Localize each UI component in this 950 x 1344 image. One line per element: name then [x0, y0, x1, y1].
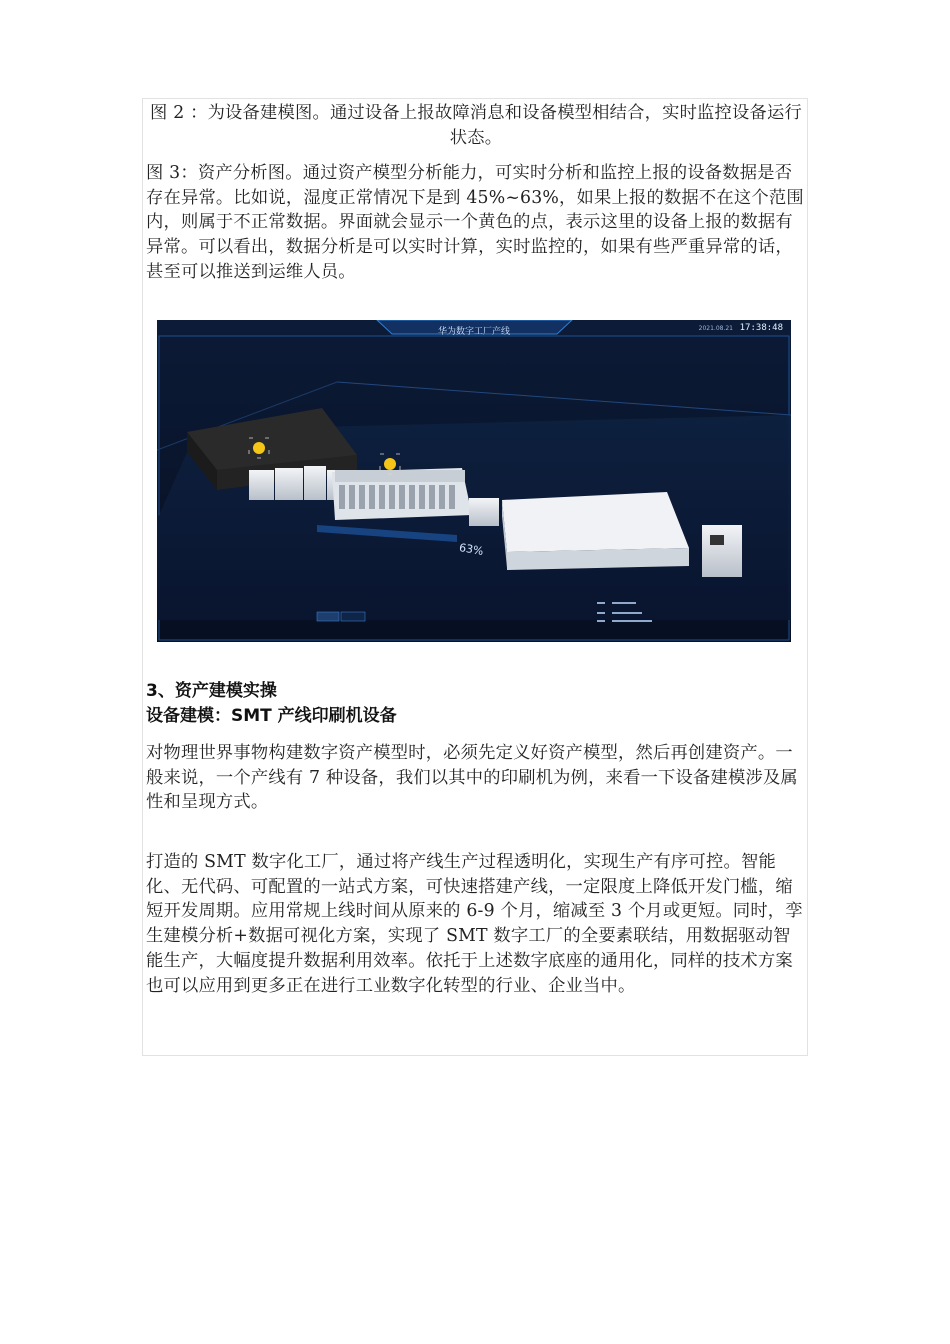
dashboard-title: 华为数字工厂产线 — [437, 327, 510, 337]
asset-analysis-screenshot — [157, 320, 791, 642]
anomaly-dot — [384, 458, 396, 470]
section-heading: 3、资产建模实操 — [146, 681, 277, 701]
dashboard-clock: 17:38:48 — [739, 323, 783, 333]
view-button[interactable] — [317, 612, 339, 621]
humidity-percent-label: 63% — [458, 540, 485, 559]
figure-2-caption: 图 2 ：为设备建模图。通过设备上报故障消息和设备模型相结合，实时监控设备运行状态。 — [150, 103, 802, 148]
asset-model-paragraph: 对物理世界事物构建数字资产模型时，必须先定义好资产模型，然后再创建资产。一般来说，一个产线有 7 种设备，我们以其中的印刷机为例，来看一下设备建模涉及属性和呈现方式。 — [146, 743, 798, 813]
analysis-button[interactable] — [341, 612, 365, 621]
figure-3-caption: 图 3：资产分析图。通过资产模型分析能力，可实时分析和监控上报的设备数据是否存在异常。比如说，湿度正常情况下是到 45%~63%，如果上报的数据不在这个范围内，则属于不正常数据。界面就会显示一个黄色的点，表示这里的设备上报的数据有异常。可以看出，数据分析是可以实时计算，实时监控的，如果有些严重异常的话，甚至可以推送到运维人员。 — [146, 163, 804, 282]
dashboard-date: 2021.08.21 — [698, 325, 733, 332]
smt-factory-paragraph: 打造的 SMT 数字化工厂，通过将产线生产过程透明化，实现生产有序可控。智能化、无代码、可配置的一站式方案，可快速搭建产线，一定限度上降低开发门槛，缩短开发周期。应用常规上线时间从原来的 6-9 个月，缩减至 3 个月或更短。同时，孪生建模分析+数据可视化方案，实现了 SMT 数字工厂的全要素联结，用数据驱动智能生产，大幅度提升数据利用效率。依托于上述数字底座的通用化，同样的技术方案也可以应用到更多正在进行工业数字化转型的行业、企业当中。 — [146, 852, 803, 996]
anomaly-dot — [253, 442, 265, 454]
sub-heading: 设备建模：SMT 产线印刷机设备 — [146, 706, 397, 726]
factory-3d-scene — [157, 320, 791, 642]
